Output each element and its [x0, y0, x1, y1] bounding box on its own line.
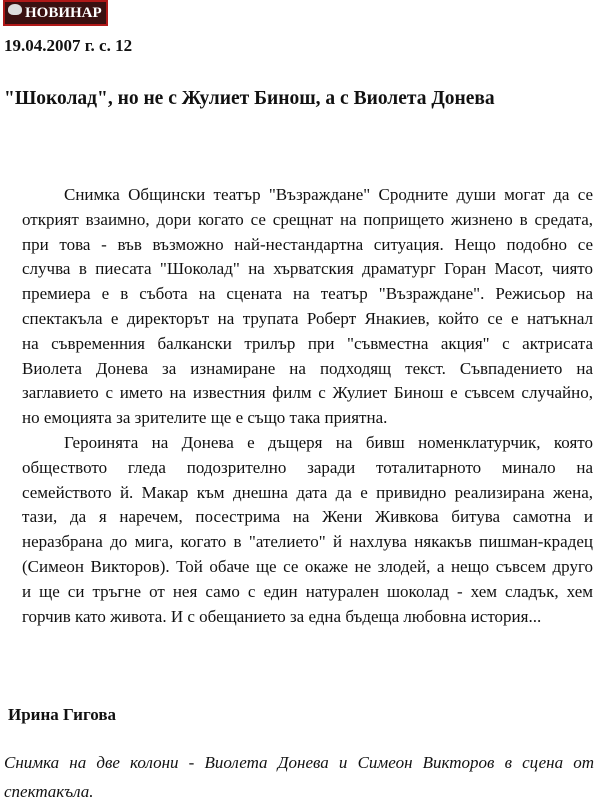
- caption-line: Снимка на две колони - Виолета Донева и Симеон Викторов в сцена от: [4, 753, 594, 772]
- paragraph-line: Виолета Донева за изнамиране на подходящ текст. Съвпадението на: [22, 358, 593, 378]
- paragraph-line: случва в пиесата "Шоколад" на хърватския драматург Горан Масот, чиято: [22, 259, 593, 279]
- paragraph-line: заглавието с името на известния филм с Жулиет Бинош е съвсем случайно,: [22, 383, 593, 403]
- article-author: Ирина Гигова: [8, 705, 117, 724]
- paragraph-line: спектакъла е директорът на трупата Роберт Янакиев, който се е натъкнал: [22, 308, 593, 328]
- newspaper-logo: [3, 0, 108, 26]
- paragraph-line: при това - във възможно най-нестандартна ситуация. Нещо подобно се: [22, 234, 593, 254]
- paragraph-line: но емоцията за зрителите ще е също така приятна.: [22, 408, 388, 428]
- logo-emblem-icon: [8, 4, 22, 15]
- paragraph-line: тази, да я наречем, посестрима на Жени Живкова битува самотна и: [22, 507, 593, 527]
- paragraph-line: обществото гледа подозрително заради тоталитарното минало на: [22, 457, 593, 477]
- paragraph-line: Героинята на Донева е дъщеря на бивш номенклатурчик, която: [64, 432, 593, 452]
- paragraph-line: семейството й. Макар към днешна дата да е привидно реализирана жена,: [22, 482, 593, 502]
- paragraph-line: и ще си тръгне от нея само с един натурален шоколад - хем сладък, хем: [22, 581, 593, 601]
- paragraph-line: на съвременния балкански трилър при "съвместна акция" с актрисата: [22, 333, 593, 353]
- paragraph-line: (Симеон Викторов). Той обаче ще се окаже не злодей, а нещо съвсем друго: [22, 556, 593, 576]
- article-title: "Шоколад", но не с Жулиет Бинош, а с Виолета Донева: [4, 88, 495, 109]
- caption-line: спектакъла.: [4, 782, 94, 801]
- article-body: [22, 183, 593, 629]
- logo-text: НОВИНАР: [25, 5, 102, 21]
- paragraph-line: неразбрана до мига, когато в "ателието" й нахлува някакъв пишман-крадец: [22, 532, 593, 552]
- publication-date: 19.04.2007 г. с. 12: [4, 36, 133, 55]
- paragraph-line: премиера е в събота на сцената на театър "Възраждане". Режисьор на: [22, 284, 593, 304]
- paragraph-line: горчив като живота. И с обещанието за една бъдеща любовна история...: [22, 606, 542, 626]
- paragraph-line: Снимка Общински театър "Възраждане" Сродните души могат да се: [64, 185, 593, 204]
- photo-caption: [4, 748, 594, 806]
- paragraph-line: открият взаимно, дори когато се срещнат на попрището жизнено в средата,: [22, 209, 593, 229]
